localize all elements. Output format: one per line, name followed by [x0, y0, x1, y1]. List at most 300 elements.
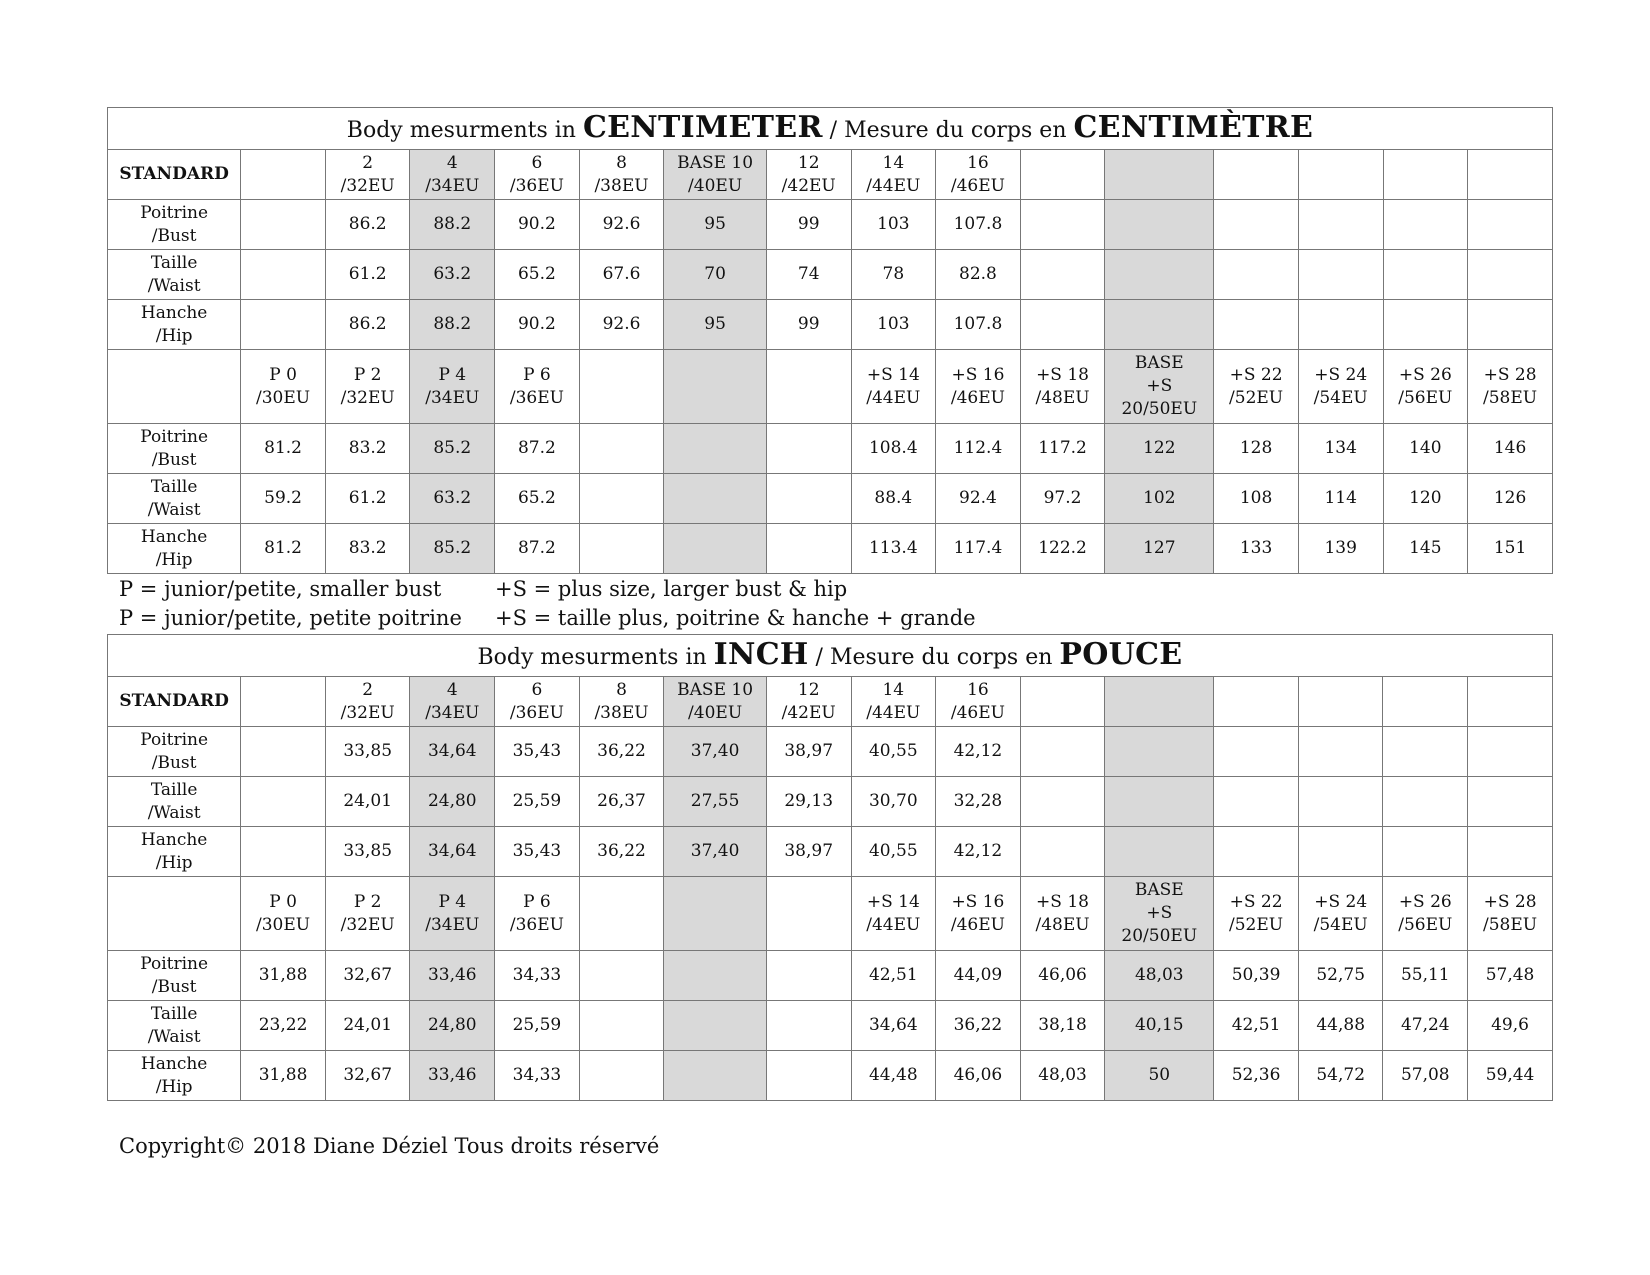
size-header: [1105, 350, 1214, 424]
size-number: +S 28: [1483, 364, 1537, 385]
empty-cell: [1020, 777, 1105, 827]
size-header: [241, 150, 326, 200]
measure-value: [579, 424, 664, 474]
empty-cell: [1383, 300, 1468, 350]
size-number: 12: [797, 152, 820, 173]
measure-value: 99: [766, 200, 851, 250]
measure-value: 48,03: [1020, 1051, 1105, 1101]
empty-cell: [1383, 150, 1468, 200]
measure-value: [241, 300, 326, 350]
measure-value: 54,72: [1298, 1051, 1383, 1101]
copyright-notice: Copyright© 2018 Diane Déziel Tous droits réservé: [119, 1134, 660, 1158]
measure-value: 81.2: [241, 424, 326, 474]
size-number: +S 14: [866, 891, 920, 912]
measure-value: 126: [1468, 474, 1553, 524]
measure-value: 37,40: [664, 727, 767, 777]
measure-value: 26,37: [579, 777, 664, 827]
size-header: [1383, 877, 1468, 951]
measure-value: 34,33: [495, 951, 580, 1001]
measure-value: 49,6: [1468, 1001, 1553, 1051]
measure-value: 114: [1298, 474, 1383, 524]
empty-cell: [1468, 300, 1553, 350]
size-header: [766, 350, 851, 424]
measure-label-en: /Hip: [155, 549, 193, 570]
measure-value: 122.2: [1020, 524, 1105, 574]
size-eu: /34EU: [425, 175, 480, 196]
measure-value: 122: [1105, 424, 1214, 474]
measure-value: [579, 951, 664, 1001]
measure-label-fr: Taille: [150, 779, 198, 800]
measure-value: 57,48: [1468, 951, 1553, 1001]
measure-value: 87.2: [495, 424, 580, 474]
measure-value: 61.2: [325, 474, 410, 524]
empty-cell: [1214, 200, 1299, 250]
measure-value: 134: [1298, 424, 1383, 474]
size-header: [241, 677, 326, 727]
empty-cell: [1383, 727, 1468, 777]
measure-label: [108, 300, 241, 350]
size-header: [579, 677, 664, 727]
size-header: [851, 877, 936, 951]
size-eu: /54EU: [1313, 914, 1368, 935]
size-eu: +S: [1146, 376, 1173, 396]
measure-value: 83.2: [325, 524, 410, 574]
measure-label-en: /Waist: [147, 802, 201, 823]
measure-value: 33,85: [325, 727, 410, 777]
empty-cell: [1105, 727, 1214, 777]
measure-value: [766, 424, 851, 474]
measure-value: 59,44: [1468, 1051, 1553, 1101]
measure-value: 95: [664, 200, 767, 250]
measure-value: 70: [664, 250, 767, 300]
size-eu: /44EU: [866, 175, 921, 196]
size-header: [1105, 877, 1214, 951]
measure-value: 86.2: [325, 200, 410, 250]
measure-value: 95: [664, 300, 767, 350]
measure-value: [579, 524, 664, 574]
size-header: [495, 877, 580, 951]
size-header: [664, 677, 767, 727]
size-eu: /36EU: [509, 175, 564, 196]
size-header: [325, 350, 410, 424]
measure-value: 36,22: [579, 827, 664, 877]
size-header: [766, 150, 851, 200]
empty-cell: [1020, 677, 1105, 727]
size-eu: /38EU: [594, 702, 649, 723]
measure-value: 128: [1214, 424, 1299, 474]
empty-cell: [1468, 677, 1553, 727]
measure-label-fr: Hanche: [140, 302, 208, 323]
size-eu: /36EU: [509, 387, 564, 408]
measure-value: 120: [1383, 474, 1468, 524]
measure-value: 37,40: [664, 827, 767, 877]
size-eu: /52EU: [1229, 387, 1284, 408]
title-title-unit-en: CENTIMETER: [582, 110, 823, 145]
size-eu: /38EU: [594, 175, 649, 196]
size-header: [579, 350, 664, 424]
size-header: [241, 877, 326, 951]
size-eu: /46EU: [950, 387, 1005, 408]
size-number: +S 24: [1314, 891, 1368, 912]
empty-cell: [1383, 250, 1468, 300]
measure-value: 36,22: [936, 1001, 1021, 1051]
size-number: +S 26: [1398, 364, 1452, 385]
measure-value: [241, 827, 326, 877]
measure-value: 65.2: [495, 474, 580, 524]
title-title-mid: / Mesure du corps en: [808, 645, 1060, 670]
standard-label: STANDARD: [108, 677, 241, 727]
size-header: [936, 350, 1021, 424]
measure-value: [664, 1001, 767, 1051]
size-header: [579, 877, 664, 951]
empty-cell: [1383, 827, 1468, 877]
size-eu: /32EU: [340, 175, 395, 196]
measure-value: 92.6: [579, 200, 664, 250]
title-title-unit-fr: CENTIMÈTRE: [1073, 110, 1314, 145]
measure-label-en: /Waist: [147, 1026, 201, 1047]
size-number: 6: [531, 679, 543, 700]
size-eu: /34EU: [425, 387, 480, 408]
size-eu: /40EU: [688, 702, 743, 723]
empty-cell: [1105, 777, 1214, 827]
size-eu: /48EU: [1035, 914, 1090, 935]
size-header: [579, 150, 664, 200]
measure-value: 34,64: [851, 1001, 936, 1051]
size-header: [1298, 877, 1383, 951]
size-number: P 2: [353, 364, 382, 385]
measure-value: [241, 727, 326, 777]
measure-value: 33,85: [325, 827, 410, 877]
size-header: [936, 877, 1021, 951]
size-header: [410, 150, 495, 200]
size-header: [410, 350, 495, 424]
size-header: [325, 150, 410, 200]
measure-value: 103: [851, 200, 936, 250]
size-header: [495, 350, 580, 424]
size-eu: /58EU: [1483, 387, 1538, 408]
measure-label-fr: Taille: [150, 252, 198, 273]
size-number: P 0: [269, 891, 297, 912]
size-eu: /48EU: [1035, 387, 1090, 408]
empty-cell: [1105, 150, 1214, 200]
measure-value: 107.8: [936, 200, 1021, 250]
size-eu: /32EU: [340, 914, 395, 935]
size-header: [936, 677, 1021, 727]
size-eu: /54EU: [1313, 387, 1368, 408]
measure-value: 35,43: [495, 827, 580, 877]
measure-value: 88.2: [410, 200, 495, 250]
size-eu: /58EU: [1482, 914, 1538, 935]
title-title-unit-fr: POUCE: [1059, 637, 1183, 672]
measure-value: 27,55: [664, 777, 767, 827]
size-eu: /46EU: [950, 702, 1005, 723]
size-header: [410, 677, 495, 727]
size-header: [1214, 877, 1299, 951]
measure-label-fr: Poitrine: [140, 729, 209, 750]
size-eu: /30EU: [256, 914, 311, 935]
measure-value: 63.2: [410, 250, 495, 300]
measure-value: [664, 424, 767, 474]
measure-label-fr: Taille: [150, 1003, 198, 1024]
measure-label: [108, 1001, 241, 1051]
measure-value: 52,75: [1298, 951, 1383, 1001]
measure-value: 140: [1383, 424, 1468, 474]
size-eu: /34EU: [425, 702, 480, 723]
measure-value: [766, 1001, 851, 1051]
measure-value: 86.2: [325, 300, 410, 350]
measure-value: 25,59: [495, 777, 580, 827]
size-header: [495, 150, 580, 200]
measure-label-fr: Hanche: [140, 526, 208, 547]
measure-label: [108, 727, 241, 777]
measure-value: 117.2: [1020, 424, 1105, 474]
size-number: BASE: [1134, 353, 1184, 373]
measure-value: 38,97: [766, 827, 851, 877]
empty-cell: [1468, 777, 1553, 827]
empty-cell: [1468, 727, 1553, 777]
size-number: 2: [362, 679, 374, 700]
size-eu: /34EU: [425, 914, 480, 935]
measure-label-en: /Hip: [155, 325, 193, 346]
measure-value: 113.4: [851, 524, 936, 574]
size-header: [495, 677, 580, 727]
legend-plus-fr: +S = taille plus, poitrine & hanche + grande: [495, 606, 976, 630]
empty-cell: [108, 350, 241, 424]
size-eu: /56EU: [1398, 387, 1453, 408]
size-number: BASE 10: [677, 679, 754, 700]
measure-value: [241, 200, 326, 250]
measure-value: 108: [1214, 474, 1299, 524]
size-eu: /52EU: [1229, 914, 1284, 935]
empty-cell: [1298, 300, 1383, 350]
measure-label: [108, 951, 241, 1001]
measure-value: 24,80: [410, 777, 495, 827]
measure-value: 42,12: [936, 827, 1021, 877]
size-header: [325, 677, 410, 727]
measure-value: [664, 474, 767, 524]
measure-value: [664, 524, 767, 574]
size-number: BASE: [1134, 880, 1184, 900]
size-number: 2: [362, 152, 374, 173]
size-eu: /40EU: [688, 175, 743, 196]
measure-value: 52,36: [1214, 1051, 1299, 1101]
size-number: P 4: [438, 364, 467, 385]
measure-value: 63.2: [410, 474, 495, 524]
measure-value: 42,12: [936, 727, 1021, 777]
measure-label-fr: Poitrine: [140, 953, 209, 974]
measure-value: [579, 474, 664, 524]
measure-label: [108, 200, 241, 250]
measure-value: 35,43: [495, 727, 580, 777]
measure-label-en: /Bust: [151, 449, 197, 470]
size-header: [1020, 350, 1105, 424]
empty-cell: [1020, 300, 1105, 350]
empty-cell: [1214, 677, 1299, 727]
standard-label: STANDARD: [108, 150, 241, 200]
measure-value: 47,24: [1383, 1001, 1468, 1051]
empty-cell: [1105, 300, 1214, 350]
measure-value: 81.2: [241, 524, 326, 574]
measure-value: 88.4: [851, 474, 936, 524]
size-header: [766, 877, 851, 951]
measure-value: 97.2: [1020, 474, 1105, 524]
empty-cell: [1105, 250, 1214, 300]
measure-value: 30,70: [851, 777, 936, 827]
empty-cell: [1020, 250, 1105, 300]
measure-value: [664, 951, 767, 1001]
size-header: [851, 350, 936, 424]
size-number: 4: [446, 679, 458, 700]
size-number: P 0: [269, 364, 297, 385]
measure-value: 31,88: [241, 951, 326, 1001]
measure-value: 32,67: [325, 1051, 410, 1101]
measure-value: 42,51: [851, 951, 936, 1001]
measure-value: 87.2: [495, 524, 580, 574]
measure-label-fr: Taille: [150, 476, 198, 497]
measure-label-fr: Hanche: [140, 829, 208, 850]
empty-cell: [1105, 827, 1214, 877]
chart-title: [108, 108, 1553, 150]
measure-value: 32,67: [325, 951, 410, 1001]
size-header: [664, 350, 767, 424]
centimeter-size-chart: [107, 107, 1553, 574]
measure-value: 32,28: [936, 777, 1021, 827]
measure-value: 146: [1468, 424, 1553, 474]
empty-cell: [1020, 150, 1105, 200]
empty-cell: [1105, 200, 1214, 250]
measure-value: [579, 1001, 664, 1051]
size-number: +S 24: [1314, 364, 1368, 385]
measure-label-fr: Poitrine: [140, 202, 209, 223]
measure-value: 85.2: [410, 424, 495, 474]
measure-value: 44,09: [936, 951, 1021, 1001]
empty-cell: [1214, 827, 1299, 877]
measure-label-en: /Bust: [151, 976, 197, 997]
measure-value: 65.2: [495, 250, 580, 300]
size-eu: /44EU: [866, 914, 921, 935]
size-header: [1298, 350, 1383, 424]
empty-cell: [1298, 150, 1383, 200]
size-header: [851, 677, 936, 727]
measure-value: 92.6: [579, 300, 664, 350]
measure-value: 38,18: [1020, 1001, 1105, 1051]
measure-value: 40,15: [1105, 1001, 1214, 1051]
measure-value: 74: [766, 250, 851, 300]
empty-cell: [1214, 300, 1299, 350]
measure-value: 145: [1383, 524, 1468, 574]
measure-value: 133: [1214, 524, 1299, 574]
measure-label: [108, 250, 241, 300]
measure-value: 48,03: [1105, 951, 1214, 1001]
measure-value: 103: [851, 300, 936, 350]
chart-title: [108, 635, 1553, 677]
measure-label-fr: Hanche: [140, 1053, 208, 1074]
empty-cell: [1298, 677, 1383, 727]
measure-label-en: /Waist: [147, 275, 201, 296]
size-header: [664, 150, 767, 200]
measure-value: 151: [1468, 524, 1553, 574]
title-title-pre: Body mesurments in: [477, 645, 714, 670]
size-header: [936, 150, 1021, 200]
measure-value: 40,55: [851, 727, 936, 777]
measure-label: [108, 827, 241, 877]
measure-value: 25,59: [495, 1001, 580, 1051]
size-eu: /46EU: [950, 914, 1005, 935]
measure-value: [241, 250, 326, 300]
measure-value: 117.4: [936, 524, 1021, 574]
empty-cell: [1468, 827, 1553, 877]
empty-cell: [108, 877, 241, 951]
size-header: [851, 150, 936, 200]
size-header: [664, 877, 767, 951]
size-eu: /30EU: [256, 387, 311, 408]
measure-label: [108, 424, 241, 474]
size-eu: /56EU: [1398, 914, 1453, 935]
measure-value: 24,01: [325, 777, 410, 827]
measure-value: 38,97: [766, 727, 851, 777]
empty-cell: [1383, 677, 1468, 727]
measure-label-fr: Poitrine: [140, 426, 209, 447]
size-eu: /36EU: [509, 914, 564, 935]
size-number: 4: [446, 152, 458, 173]
title-title-mid: / Mesure du corps en: [822, 118, 1074, 143]
empty-cell: [1020, 827, 1105, 877]
measure-value: 44,88: [1298, 1001, 1383, 1051]
size-header: [1468, 877, 1553, 951]
measure-value: 24,80: [410, 1001, 495, 1051]
measure-value: [766, 524, 851, 574]
measure-value: 50: [1105, 1051, 1214, 1101]
measure-value: 34,64: [410, 727, 495, 777]
measure-value: 78: [851, 250, 936, 300]
empty-cell: [1214, 777, 1299, 827]
measure-value: 50,39: [1214, 951, 1299, 1001]
empty-cell: [1105, 677, 1214, 727]
measure-value: [766, 1051, 851, 1101]
size-number: P 6: [523, 364, 551, 385]
legend-petite-en: P = junior/petite, smaller bust: [119, 577, 442, 601]
measure-label: [108, 524, 241, 574]
empty-cell: [1383, 777, 1468, 827]
measure-label: [108, 1051, 241, 1101]
measure-value: 112.4: [936, 424, 1021, 474]
measure-value: 36,22: [579, 727, 664, 777]
size-number: +S 14: [866, 364, 920, 385]
size-header: [1214, 350, 1299, 424]
measure-label-en: /Bust: [151, 225, 197, 246]
size-number: +S 22: [1229, 364, 1283, 385]
size-eu: /44EU: [866, 702, 921, 723]
measure-value: 57,08: [1383, 1051, 1468, 1101]
size-number: +S 16: [951, 891, 1005, 912]
empty-cell: [1468, 200, 1553, 250]
measure-value: 82.8: [936, 250, 1021, 300]
empty-cell: [1214, 250, 1299, 300]
measure-label: [108, 474, 241, 524]
empty-cell: [1214, 150, 1299, 200]
measure-value: 44,48: [851, 1051, 936, 1101]
empty-cell: [1468, 150, 1553, 200]
measure-value: 55,11: [1383, 951, 1468, 1001]
measure-label-en: /Waist: [147, 499, 201, 520]
measure-value: 107.8: [936, 300, 1021, 350]
title-title-pre: Body mesurments in: [346, 118, 583, 143]
measure-value: 40,55: [851, 827, 936, 877]
measure-value: 24,01: [325, 1001, 410, 1051]
empty-cell: [1468, 250, 1553, 300]
measure-value: 99: [766, 300, 851, 350]
inch-size-chart: [107, 634, 1553, 1101]
